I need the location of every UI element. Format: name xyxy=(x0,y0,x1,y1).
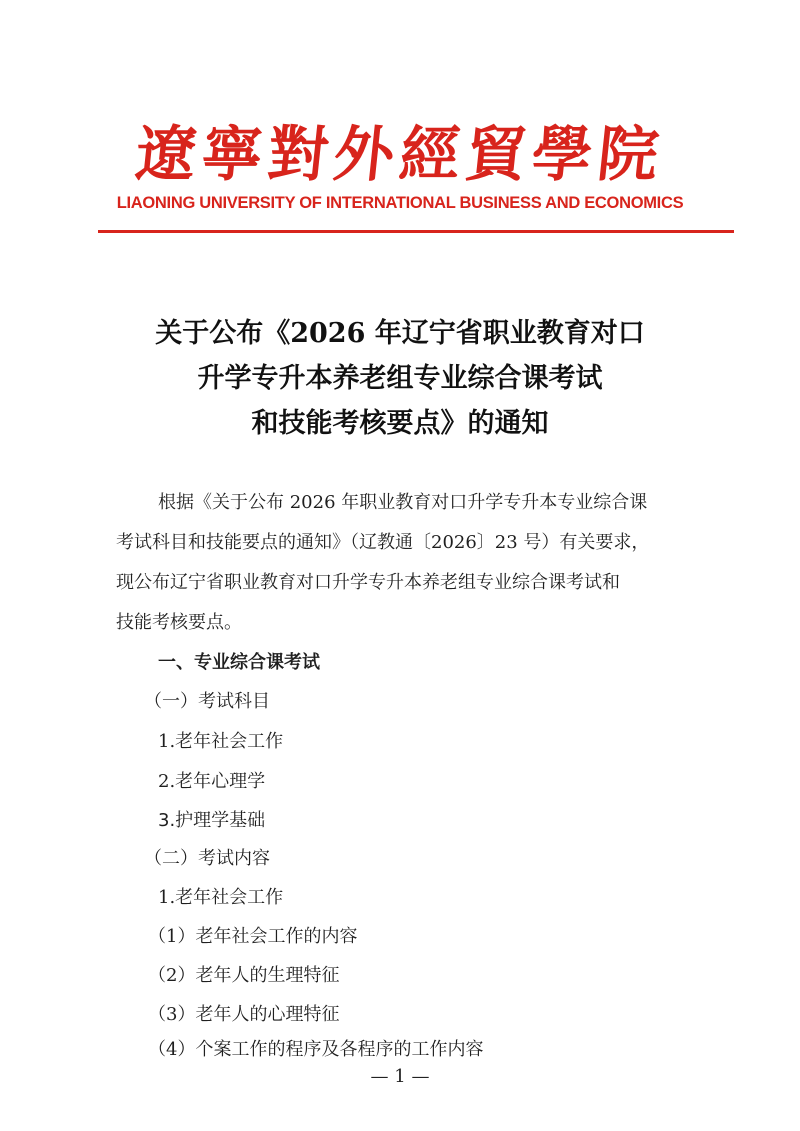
page-number: — 1 — xyxy=(370,1066,430,1087)
subsection-heading-content: （二）考试内容 xyxy=(144,848,270,869)
university-logo-chinese: 遼寧對外經貿學院 xyxy=(132,120,668,190)
document-title-line-1: 关于公布《2026 年辽宁省职业教育对口 xyxy=(155,318,645,349)
content-item-1: （1）老年社会工作的内容 xyxy=(148,926,358,947)
content-item-4: （4）个案工作的程序及各程序的工作内容 xyxy=(148,1039,484,1060)
university-logo-english: LIAONING UNIVERSITY OF INTERNATIONAL BUSINESS AND ECONOMICS xyxy=(116,194,684,212)
content-item-3: （3）老年人的心理特征 xyxy=(148,1004,340,1025)
section-heading-1: 一、专业综合课考试 xyxy=(158,652,320,673)
content-item-2: （2）老年人的生理特征 xyxy=(148,965,340,986)
letterhead-divider xyxy=(98,230,734,233)
document-title-line-2: 升学专升本养老组专业综合课考试 xyxy=(197,363,603,394)
subject-item-3: 3.护理学基础 xyxy=(158,810,266,831)
subsection-heading-subjects: （一）考试科目 xyxy=(144,691,270,712)
intro-line-2: 考试科目和技能要点的通知》（辽教通〔2026〕23 号）有关要求， xyxy=(116,532,650,553)
intro-line-1: 根据《关于公布 2026 年职业教育对口升学专升本专业综合课 xyxy=(158,492,648,513)
subject-item-2: 2.老年心理学 xyxy=(158,771,266,792)
intro-line-3: 现公布辽宁省职业教育对口升学专升本养老组专业综合课考试和 xyxy=(116,572,620,593)
content-heading: 1.老年社会工作 xyxy=(158,887,284,908)
intro-line-4: 技能考核要点。 xyxy=(116,612,242,633)
subject-item-1: 1.老年社会工作 xyxy=(158,731,284,752)
document-title-line-3: 和技能考核要点》的通知 xyxy=(251,408,549,439)
